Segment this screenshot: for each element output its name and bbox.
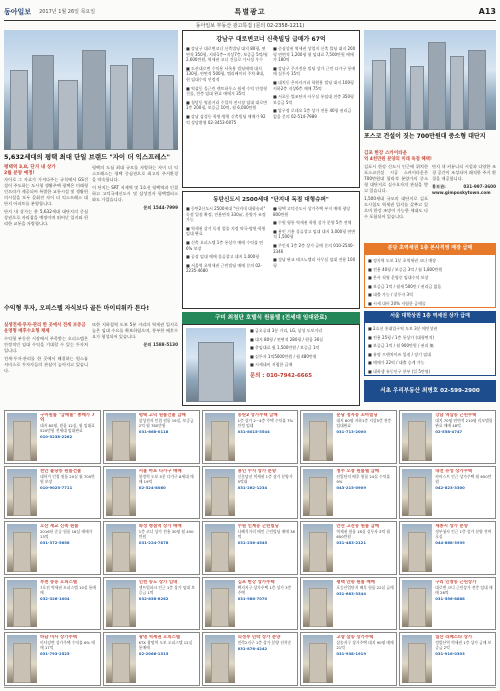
story-paragraph: 이 단지는 SRT 지제역 및 1호선 평택역과 인접하고 고덕국제신도시 및 삼성전자 평택캠퍼스와도 가깝습니다.: [92, 185, 178, 202]
listing-phone: 031-916-0303: [435, 651, 465, 657]
listing-phone: 031-713-2000: [336, 429, 366, 434]
list-item: ■ 압구정 로데오 1층 상가 전용 40평 권리금 없음 문의 02-514-7989: [273, 108, 352, 119]
listing-photo: [205, 413, 235, 461]
listing-text: [435, 580, 493, 628]
listing-phone: 010-5238-2262: [40, 434, 73, 439]
listing-card: [300, 632, 397, 686]
ad-seocho-banner: 서초 우리부동산 최병호 02-599-2900: [364, 380, 496, 402]
list-item: ■ 도산대로변 수익용 사옥용 빌딩매매 대지 130평, 연면적 500평, 엘리베이터 주차 8대, 현 임대수익 안정적: [186, 65, 265, 82]
listing-description: 1층 상가 2~4층 주택 수익률 7% 안정 임대: [237, 418, 294, 428]
listing-title: 평택 안중 원룸 매매: [336, 579, 375, 585]
listing-description: 7호선 역세권 오피스텔 10실 통매매: [40, 584, 97, 595]
story-paragraph: 자이로 그 자료가 가져다주는 규칙에서 GS건설이 주도하는 도시형 생활주택 평택은 미래형 인프라가 제공되어 특별한 교통시설 및 생활편의시설을 모두 갖춰진 자이 더 익스프레스 대단지 아파트를 분양합니다.: [4, 177, 88, 206]
story-subhead-skytown-2: 억 4천만원 분양의 미래 독점 혜택!: [364, 157, 432, 162]
list-item: ■ 강남구 대로변코너 신축빌딩 대지 80평, 연면적 350평, 지하1층~지상7층, 보증금 5억/월 2,600만원, 역세권 코너 건물로 가시성 우수: [186, 46, 268, 63]
list-item: ■ 총임대료 월 1,500만원 / 보증금 1억: [250, 345, 320, 351]
ad-bundang-list: [368, 258, 492, 307]
list-item: ■ 용인 기흥 물류창고 임대 대지 3,000평 연면적 1,500평: [273, 228, 356, 240]
listing-title: 일산 라페스타 상가: [435, 635, 473, 641]
listing-photo: [402, 635, 432, 683]
listing-card: [399, 410, 496, 464]
listing-text: [139, 580, 197, 628]
story-paragraph: 김포시 한강 신도시 인근에 위치한 포스코건설 시공 스카이타운은 700만원대 합리적 분양가의 중소형 대단지로 실수요자의 관심을 받고 있습니다.: [364, 164, 428, 193]
listing-phone: 031-236-4545: [237, 540, 268, 546]
listing-description: 대학가 인접 원룸 20실 월 700만원 보장: [40, 473, 95, 484]
listing-description: 민락2지구 1층 상가 분양 선착순: [237, 640, 292, 646]
listing-phone: 031-372-5656: [40, 540, 70, 546]
story-headline-officetel: 수익형 투자, 오피스텔 자식보다 골든 마이티워카 튼다!: [4, 305, 150, 312]
listing-card: [399, 577, 496, 631]
listing-text: [238, 469, 296, 517]
listing-phone: 044-868-3939: [435, 540, 465, 546]
list-item: ■ 실투자 1억5000만원 / 월 480만원: [250, 353, 317, 359]
listing-photo: [205, 524, 235, 572]
list-item: ■ 서울역 초역세권 근린빌딩 매매 문의 02-2235-4680: [186, 262, 262, 274]
listing-photo: [303, 580, 333, 628]
story-subhead-officetel: 실생전세·투자·관리 한 곳에서 전세 보증금: [4, 323, 86, 328]
listing-title: 구미원룸 "급매물" 총매가 7억: [40, 413, 95, 423]
listing-text: [336, 469, 394, 517]
list-item: ■ 금오공대 3분 거리, LG, 삼성 도보거리: [250, 328, 323, 333]
listing-photo: [7, 469, 37, 517]
ad-seoul-box: [364, 322, 496, 376]
listing-phone: 032-858-6262: [138, 595, 169, 601]
listing-photo: [402, 413, 432, 461]
listing-card: [202, 577, 299, 631]
ad-seoul-title: 서울 대학상권 1층 역세권 상가 급매: [364, 311, 496, 322]
listing-text: [336, 635, 394, 683]
listing-card: [4, 410, 101, 464]
story-body-officetel-col2: [92, 322, 178, 406]
listing-text: [139, 469, 197, 517]
list-item: ■ 매매가 22억 / 대출 승계 가능: [368, 360, 425, 366]
listing-title: 수원 인계동 근린빌딩: [237, 524, 279, 530]
ad-bundang-box: [364, 254, 496, 308]
ad-bundang-title: 분당 초역세권 1층 본사직영 매장 급매: [364, 243, 496, 254]
story-paragraph: 전세·투자·관리를 한 곳에서 해결하는 원스톱 서비스로 투자자들의 관심이 높아지고 있습니다.: [4, 356, 88, 373]
list-item: ■ 수원 영통 역세권 학원 상가 분양 5층 전체: [273, 220, 352, 226]
listing-description: KTX 광명역 도보 오피스텔 12실 통매매: [138, 640, 193, 651]
list-item: ■ 정자역 도보 1분 초역세권 코너 매장: [368, 258, 437, 263]
listing-title: 의정부 민락 상가 분양: [237, 635, 281, 641]
listing-text: [238, 580, 296, 628]
page-number: A13: [478, 7, 496, 16]
listing-text: [139, 635, 197, 683]
listing-card: [399, 632, 496, 686]
listing-phone: 02-2066-1515: [138, 651, 169, 657]
listing-phone: 031-483-2121: [336, 540, 366, 546]
list-item: ■ 유명 프랜차이즈 입점 / 장기 임대: [368, 351, 431, 357]
listing-phone: 02-324-8080: [138, 484, 166, 490]
listing-description: 합정역 도보 5분 다가구 8세대 매매 19억: [138, 473, 194, 484]
listing-text: [139, 524, 197, 572]
masthead: [4, 3, 496, 21]
listing-card: [202, 466, 299, 520]
listing-card: [4, 521, 101, 575]
listing-phone: 031-938-1919: [336, 651, 366, 657]
listing-text: [336, 413, 394, 461]
listing-title: 강남 역삼동 근린주택: [435, 413, 477, 418]
listing-phone: 02-558-4747: [435, 429, 463, 434]
story-subhead-xi: 평택역 3,8, 단지 내 상가: [4, 165, 56, 170]
listing-title: 화성 병점역 상가 매매: [138, 524, 182, 530]
story-contact: 홍보관: 031-997-3600 www.gimposkytown.com: [432, 184, 496, 195]
listing-text: [40, 635, 98, 683]
story-paragraph: 또한 지하철역 도보 5분 거리의 역세권 입지로 높은 임대 수요를 확보하였으며, 풍부한 배후수요가 형성되어 있습니다.: [92, 322, 178, 339]
listing-description: 대지 60평 지하1층 지상5층 전층 임대완료: [336, 418, 392, 428]
listing-card: [399, 466, 496, 520]
listing-description: 신분당선 역세권 1층 상가 분양가 5억대: [237, 473, 293, 484]
listing-photo: [7, 413, 37, 461]
listing-description: 포승산업단지 배후 원룸 22실 급매: [336, 584, 394, 590]
story-body-officetel-col1: [4, 336, 88, 406]
listings-grid: [4, 410, 496, 686]
listing-title: 세종시 상가 분양: [435, 524, 468, 530]
story-subhead-xi-2: 2월 분양 예정!: [4, 171, 35, 176]
story-body-skytown-col1: [364, 164, 428, 240]
listing-text: [435, 413, 493, 461]
listing-card: [4, 577, 101, 631]
list-item: ■ 역삼동 올근린 렌트하우스 월세 수익 안정형 건물, 전층 임대 완료 매매가 35억: [186, 85, 267, 97]
listing-photo: [106, 413, 136, 461]
apartment-photo: [4, 30, 178, 150]
page-footer-rule: [4, 687, 496, 691]
section-title: 특별광고: [234, 7, 266, 16]
listing-title: 하남 미사 상가주택: [40, 635, 77, 641]
list-item: ■ 공장 임대 매매 물류창고 대지 1,000평: [186, 254, 260, 260]
story-body-skytown-col2: [432, 164, 496, 240]
listing-card: [202, 632, 299, 686]
listing-title: 인천 송도 상가 임대: [138, 579, 178, 585]
list-item: ■ 강남구 주거전용 빌딩 상가 근린 다가구 통매매 실투자 15억: [273, 65, 356, 77]
listing-text: [435, 469, 493, 517]
list-item: ■ 역세권 상가 독점 업종 지정 약국·병원·학원 임대 완료: [186, 225, 266, 237]
gumi-building-photo: [186, 328, 246, 402]
story-paragraph: 1,500세대 규모의 대단지로 김포 도시철도 역세권 입지를 갖추고 있으며 한강 조망이 가능한 세대도 다수 포함되어 있습니다.: [364, 196, 428, 219]
listing-card: [103, 521, 200, 575]
listing-text: [40, 413, 98, 461]
list-item: ■ 대학생 유동인구 풍부 (일 5만명): [368, 368, 431, 374]
list-item: ■ 신축 오피스텔 1층 통상가 매매 수익률 연 6% 보장: [186, 239, 264, 251]
ad-box-complex-list-right: [273, 206, 356, 277]
list-item: ■ 서초동 법조단지 사무실 통임대 전층 350평 보증금 5억: [273, 94, 354, 105]
listing-description: 역세권 원룸 18실 실투자 3억 월 600만원: [336, 529, 391, 540]
listing-card: [300, 577, 397, 631]
list-item: ■ 본사 직영 운영중 임대수익 보장: [368, 275, 429, 281]
listing-title: 서울 마포 다가구 매매: [138, 468, 182, 474]
listing-text: [336, 524, 394, 572]
ad-box-gangnam-list: [186, 46, 269, 128]
listing-photo: [303, 469, 333, 517]
listing-photo: [303, 524, 333, 572]
listing-text: [435, 524, 493, 572]
story-paragraph: 단지 내 상가는 총 5,632세대 대단지의 중심상권으로 자리잡을 예정이며 뛰어난 입지와 편리한 교통을 자랑합니다.: [4, 209, 88, 226]
listing-photo: [303, 635, 333, 683]
listing-description: 1층 코너 상가 전용 30평 월 450만원: [138, 529, 194, 540]
listing-description: 2016년 준공 원룸 16실 매매가 13억: [40, 529, 93, 540]
ad-box-gangnam: [182, 30, 360, 188]
list-item: ■ 주인직 1층 2층 상가 급매 문의 010-2540-3346: [273, 242, 354, 254]
ad-gumi-list: [250, 328, 356, 368]
listing-card: [103, 410, 200, 464]
listing-card: [300, 410, 397, 464]
listing-phone: 031-683-3344: [336, 590, 366, 596]
list-item: ■ 보증금 1억 / 월세 500만 / 권리금 없음: [368, 283, 442, 289]
ad-box-gangnam-title: 강남구 대로변코너 신축빌딩 급매가 67억: [216, 36, 326, 43]
listing-photo: [7, 580, 37, 628]
listing-text: [40, 580, 98, 628]
listing-photo: [106, 635, 136, 683]
listing-description: 정부청사 인근 1층 상가 분양 잔여 호실: [435, 529, 492, 540]
list-item: ■ 성남 판교 테크노밸리 사무실 임대 전용 100평: [273, 257, 356, 268]
listing-title: 천안 불당동 원룸건물: [40, 468, 82, 474]
list-item: ■ 보증금 1억 / 월 900만원 / 권리 無: [368, 343, 434, 349]
list-item: ■ 평택 고덕신도시 상가주택 부지 매매 평당 800만원: [273, 206, 351, 217]
list-item: ■ 대출 가능 / 실투자 3억: [368, 292, 413, 298]
listing-card: [103, 466, 200, 520]
listing-title: 분당 정자동 꼬마빌딩: [336, 413, 378, 418]
listing-photo: [205, 580, 235, 628]
story-paragraph: 단지 내 커뮤니티 시설과 다양한 조경 공간이 조성되어 쾌적한 주거 환경을 제공합니다.: [432, 164, 496, 181]
listing-description: 대지 80평, 원룸 12실, 월 임대료 520만원 전세대 임대완료: [40, 423, 95, 433]
listing-photo: [402, 580, 432, 628]
listing-description: 대지 70평 연면적 210평 리모델링 완료 매매 48억: [435, 418, 493, 428]
listing-photo: [106, 469, 136, 517]
listing-phone: 032-326-1004: [40, 595, 70, 601]
listing-phone: 031-224-7878: [138, 540, 169, 546]
listing-photo: [303, 413, 333, 461]
list-item: ■ 전용 25평 / 1층 통상가 (대형면적): [368, 334, 435, 340]
listing-phone: 043-215-0909: [336, 484, 366, 490]
listing-photo: [7, 635, 37, 683]
listing-card: [4, 632, 101, 686]
listing-card: [202, 410, 299, 464]
listing-description: 산업단지 배후 원룸 24실 수익률 9%: [336, 473, 391, 484]
listing-description: 미사강변 상가주택 수익률 6% 매매 17억: [40, 640, 95, 651]
listing-text: [40, 524, 98, 572]
listing-description: 대로변 코너 근린상가 전층 임대 매매 26억: [435, 584, 493, 595]
ad-box-complex-title: 동탄신도시 2500세대 "단지내 독점 대형슈퍼": [213, 197, 329, 203]
listing-title: 김포 한강 상가주택: [237, 579, 275, 585]
listing-title: 동탄2 상가주택 급매: [237, 413, 278, 418]
listing-phone: 031-876-4242: [237, 646, 268, 652]
listing-phone: 031-8015-5544: [237, 429, 270, 434]
story-contact: 문의 1544-7999: [143, 205, 178, 210]
ad-box-complex: [182, 191, 360, 309]
ad-gumi-title: 구미 최첨단 호텔식 원룸텔 (전세대 임대완료): [182, 312, 360, 324]
listing-text: [40, 469, 98, 517]
list-item: ■ 2호선 홍대입구역 도보 3분 메인상권: [368, 326, 438, 331]
listing-card: [103, 577, 200, 631]
story-headline-skytown: 포스코 건설이 짓는 700만원대 중소형 대단지: [364, 133, 486, 140]
list-item: ■ 시세 대비 20% 저렴한 급매물: [368, 300, 426, 306]
ad-box-gangnam-list-right: [273, 46, 356, 128]
listing-text: [238, 635, 296, 683]
story-contact: 문의 1588-5130: [143, 342, 178, 347]
listing-phone: 042-823-3300: [435, 484, 465, 490]
listing-photo: [402, 469, 432, 517]
ad-box-complex-list-left: [186, 206, 269, 277]
listing-phone: 010-9025-7711: [40, 484, 73, 490]
listing-text: [336, 580, 394, 628]
listing-photo: [106, 580, 136, 628]
listing-card: [202, 521, 299, 575]
listing-title: 평택 고덕 원룸건물 급매: [138, 413, 186, 418]
listing-photo: [7, 524, 37, 572]
listing-title: 구리 인창동 근린상가: [435, 579, 477, 585]
list-item: ■ 강남 삼성동 학원·병원 신축빌딩 매매가 92억 상담환영 02-3453-0075: [186, 113, 266, 125]
listing-text: [435, 635, 493, 683]
listing-card: [300, 521, 397, 575]
listing-photo: [205, 469, 235, 517]
list-item: ■ 대지 80평 / 연면적 280평 / 원룸 30실: [250, 336, 324, 342]
list-item: ■ 시세대비 저렴한 급매: [250, 362, 293, 368]
listing-photo: [402, 524, 432, 572]
listing-title: 광명 역세권 오피스텔: [138, 635, 181, 641]
listing-title: 청주 오창 원룸텔 급매: [336, 468, 380, 474]
list-item: ■ 청담동 명품거리 수입차 전시장 임대 대로변 1층 200평, 보증금 10억, 월 6,000만원: [186, 99, 267, 111]
story-paragraph: 평택의 도심 최대 규모를 자랑하는 자이 더 익스프레스는 평택 중심권으로 최고의 주거환경을 약속합니다.: [92, 165, 178, 182]
list-item: ■ 중심상권 역세권 상업지 신축 빌딩 대지 200평 연면적 1,200평 월 임대료 7,500만원 매매가 180억: [273, 46, 356, 63]
list-item: ■ 대치동 은마사거리 학원용 빌딩 대지 100평 지하2층 지상6층 매매 75억: [273, 79, 354, 91]
list-item: ■ 동탄2신도시 2500세대 "단지내 대형슈퍼" 독점 입점 확정, 전용면적 330㎡, 분양가 조정 가능: [186, 206, 266, 223]
listing-card: [4, 466, 101, 520]
listing-title: 부천 중동 오피스텔: [40, 579, 77, 585]
listing-text: [139, 413, 197, 461]
story-headline-xi: 5,632세대의 평택 최대 단일 브랜드 "자이 더 익스프레스": [4, 153, 170, 161]
story-paragraph: 수익형 부동산 시장에서 주목받는 오피스텔은 안정적인 임대 수익을 기대할 수 있는 투자처입니다.: [4, 336, 88, 353]
listing-description: 카이스트 인근 상가주택 월 650만원: [435, 473, 492, 484]
story-subhead-skytown: 김포 한강 스카이타운: [364, 151, 408, 156]
listing-card: [399, 521, 496, 575]
listing-phone: 031-262-1234: [237, 484, 268, 490]
listing-title: 대전 유성 상가주택: [435, 468, 473, 474]
listing-photo: [106, 524, 136, 572]
newspaper-logo: 동아일보: [4, 6, 32, 16]
listing-title: 고양 삼송 상가주택: [336, 635, 374, 641]
listing-title: 안산 고잔동 원룸 급매: [336, 524, 380, 530]
listing-phone: 031-793-2525: [40, 651, 70, 657]
listing-description: 센트럴파크 인근 1층 상가 임대 보증금 1억: [138, 584, 195, 595]
listing-photo: [205, 635, 235, 683]
listing-description: 삼성전자 인접 원룸 19실, 보증금 2억 월 780만원: [138, 418, 194, 428]
ad-seoul-list: [368, 326, 492, 375]
skytown-photo: [364, 30, 496, 130]
story-body-xi-col2: [92, 165, 178, 301]
list-item: ■ 전용 40평 / 보증금 3억 / 월 1,800만원: [368, 266, 443, 272]
listing-description: 정발산역 역세권 1층 상가 급매 보증금 2억: [435, 640, 492, 651]
ad-subtitle: 동아일보 부동산 광고특집 (문의 02-2358-1211): [195, 23, 305, 29]
listing-phone: 031-988-7070: [237, 595, 268, 601]
listing-text: [238, 524, 296, 572]
story-body-xi-col1: [4, 177, 88, 301]
listing-description: 나혜석거리 메인 근린빌딩 매매 38억: [237, 529, 295, 540]
listing-card: [300, 466, 397, 520]
listing-phone: 031-668-0118: [138, 429, 169, 434]
story-subhead-officetel-2: 운영형 배후수요형 체제: [4, 329, 50, 334]
ad-gumi-phone: 문의 : 010-7942-6665: [250, 372, 313, 379]
listing-phone: 031-556-8888: [435, 595, 465, 601]
listing-description: 택지지구 상가주택 1층 상가 3층 주택: [237, 584, 292, 595]
listing-text: [238, 413, 296, 461]
ad-gumi-box: [182, 324, 360, 406]
listing-card: [103, 632, 200, 686]
listing-description: 삼송지구 상가주택 대지 90평 매매 21억: [336, 640, 394, 651]
listing-title: 오산 세교 신축 원룸: [40, 524, 79, 530]
listing-title: 용인 수지 상가 분양: [237, 468, 277, 474]
issue-date: 2017년 1월 26일 목요일: [39, 9, 96, 15]
